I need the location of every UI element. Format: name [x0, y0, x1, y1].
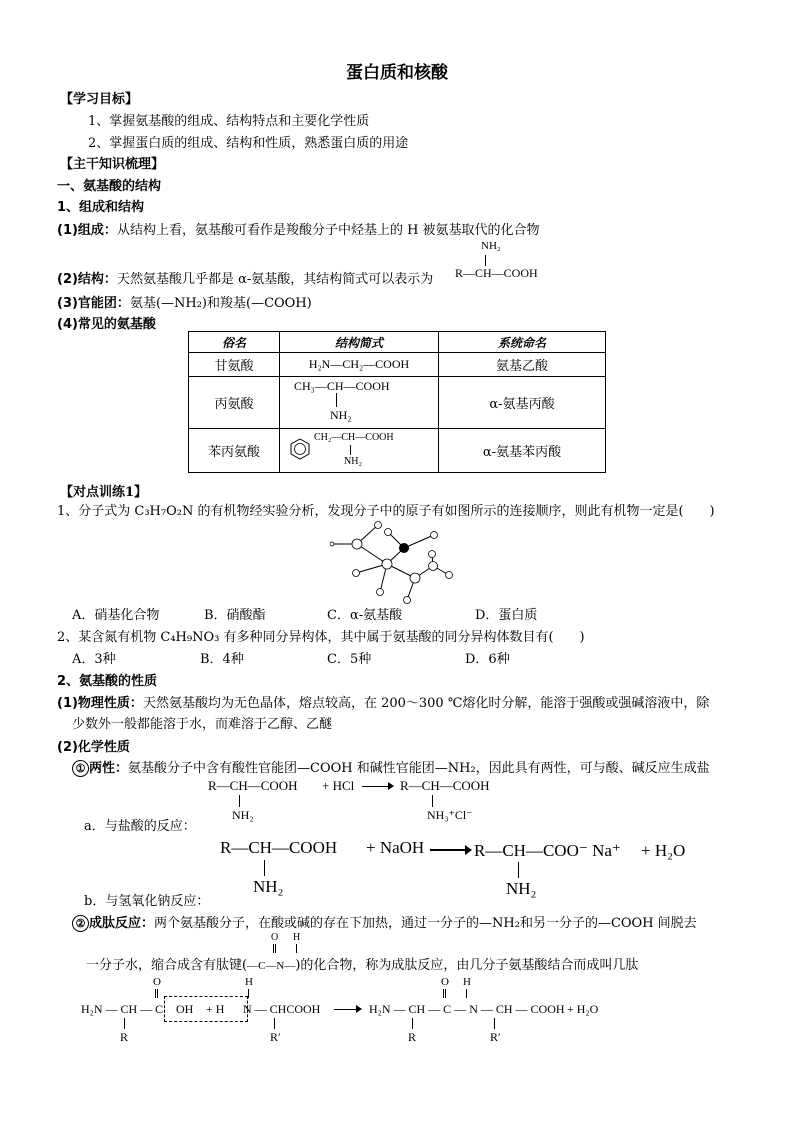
- question-1: 1、分子式为 C₃H₇O₂N 的有机物经实验分析，发现分子中的原子有如图所示的连接顺序，则此有机物一定是( ): [57, 504, 715, 519]
- arrow-icon: [430, 849, 468, 851]
- amphoteric-text: 氨基酸分子中含有酸性官能团—COOH 和碱性官能团—NH₂，因此具有两性，可与酸、碱反应生成盐: [128, 761, 710, 776]
- aa-sysname: α-氨基苯丙酸: [439, 429, 606, 473]
- peptide-line: [72, 912, 697, 932]
- eq-left: H₂N — CH — C: [81, 1002, 164, 1016]
- eq-product-r2: R′: [490, 1030, 501, 1044]
- bond: [264, 860, 265, 876]
- aa-formula: H₂N—CH₂—COOH: [280, 353, 439, 377]
- rxn-a-reagent: + HCl: [322, 778, 355, 793]
- rxn-a-right-sub: NH₃⁺Cl⁻: [427, 808, 473, 822]
- physical-text-2: 少数外一般都能溶于水，而难溶于乙醇、乙醚: [72, 717, 333, 732]
- table-header: 结构简式: [280, 332, 439, 353]
- amphoteric-label: 两性：: [89, 761, 129, 776]
- page-title: 蛋白质和核酸: [346, 63, 448, 83]
- arrow-head-icon: [465, 845, 472, 855]
- physical-text: 天然氨基酸均为无色晶体，熔点较高，在 200～300 ℃熔化时分解，能溶于强酸或强碱溶液中，除: [142, 696, 710, 711]
- q1-option: B．硝酸酯: [204, 608, 266, 623]
- peptide-bond-main: —C—N—: [247, 960, 296, 972]
- practice1-header: 【对点训练1】: [60, 485, 148, 500]
- rxn-b-left: R—CH—COOH: [220, 838, 338, 857]
- rxn-b-right-sub: NH₂: [506, 879, 537, 898]
- section1-sub1: 1、组成和结构: [57, 200, 145, 215]
- eq-r1: R: [120, 1030, 129, 1044]
- aa-name: 甘氨酸: [189, 353, 280, 377]
- eq-water: + H₂O: [567, 1002, 599, 1016]
- eq-oh: OH: [176, 1002, 194, 1016]
- arrow-head-icon: [388, 782, 394, 790]
- struct-main: R—CH—COOH: [455, 266, 538, 280]
- aa-formula-bond: [336, 393, 337, 407]
- aa-sysname: 氨基乙酸: [439, 353, 606, 377]
- peptide-line-2: [86, 954, 638, 973]
- bond: [518, 862, 519, 878]
- circle-number: ②: [72, 915, 89, 932]
- eq-h: H: [245, 976, 253, 988]
- bond: [412, 1018, 413, 1029]
- structure-label: (2)结构：: [57, 272, 117, 287]
- aa-formula-top: CH₃—CH—COOH: [294, 379, 390, 393]
- eq-product: H₂N — CH — C — N — CH — COOH: [369, 1002, 565, 1016]
- table-row: [189, 353, 606, 377]
- aa-name: 丙氨酸: [189, 377, 280, 429]
- q2-option: A．3种: [72, 652, 116, 667]
- bond: [443, 989, 444, 998]
- eq-n-part: N — CHCOOH: [243, 1002, 321, 1016]
- objectives-header: 【学习目标】: [60, 92, 139, 107]
- benzene-ring-icon: [288, 437, 312, 461]
- bond: [273, 944, 274, 953]
- q1-option: D．蛋白质: [475, 608, 538, 623]
- molecule-diagram: [330, 518, 460, 606]
- bond: [494, 1018, 495, 1029]
- bond: [155, 989, 156, 998]
- objective-item: 2、掌握蛋白质的组成、结构和性质，熟悉蛋白质的用途: [88, 136, 409, 151]
- q1-option: A．硝基化合物: [72, 608, 160, 623]
- peptide-bond-h: H: [293, 932, 301, 943]
- objective-item: 1、掌握氨基酸的组成、结构特点和主要化学性质: [88, 114, 370, 129]
- bond: [157, 989, 158, 998]
- rxn-a-right: R—CH—COOH: [400, 778, 490, 793]
- q1-option: C．α-氨基酸: [327, 608, 403, 623]
- aa-formula-bottom: NH₂: [330, 408, 352, 422]
- functional-group-label: (3)官能团：: [57, 296, 130, 311]
- amino-acid-table: [188, 331, 606, 473]
- peptide-text-2b: )的化合物，称为成肽反应，由几分子氨基酸结合而成叫几肽: [295, 958, 639, 973]
- chemical-label: (2)化学性质: [57, 740, 130, 755]
- eq-product-r1: R: [408, 1030, 417, 1044]
- aa-formula: [280, 429, 439, 473]
- knowledge-header: 【主干知识梳理】: [60, 157, 165, 172]
- rxn-a-label: a．与盐酸的反应：: [84, 819, 196, 834]
- eq-product-o: O: [441, 976, 449, 988]
- rxn-b-water: + H₂O: [641, 841, 686, 860]
- peptide-label: 成肽反应：: [89, 916, 155, 931]
- table-row: [189, 377, 606, 429]
- bond: [466, 989, 467, 998]
- struct-bond: [485, 255, 486, 266]
- rxn-b-right: R—CH—COO⁻ Na⁺: [474, 841, 621, 860]
- aa-formula: [280, 377, 439, 429]
- bond: [124, 1018, 125, 1029]
- bond: [275, 944, 276, 953]
- q2-option: C．5种: [327, 652, 372, 667]
- bond: [274, 1018, 275, 1029]
- physical-properties: [57, 692, 709, 711]
- physical-label: (1)物理性质：: [57, 696, 143, 711]
- functional-group-line: [57, 292, 312, 311]
- section2-title: 2、氨基酸的性质: [57, 674, 158, 689]
- peptide-text-2a: 一分子水，缩合成含有肽键(: [86, 958, 248, 973]
- struct-top: NH₂: [481, 240, 501, 252]
- eq-product-h: H: [463, 976, 471, 988]
- aa-formula-top: CH₂—CH—COOH: [314, 432, 394, 443]
- amphoteric-line: [72, 757, 710, 777]
- aa-name: 苯丙氨酸: [189, 429, 280, 473]
- common-aa-label: (4)常见的氨基酸: [57, 317, 156, 332]
- rxn-a-left: R—CH—COOH: [208, 778, 298, 793]
- aa-formula-bottom: NH₂: [344, 456, 362, 467]
- circle-number: ①: [72, 760, 89, 777]
- table-header: 系统命名: [439, 332, 606, 353]
- eq-plus-h: + H: [206, 1002, 225, 1016]
- question-2: 2、某含氮有机物 C₄H₉NO₃ 有多种同分异构体，其中属于氨基酸的同分异构体数目有( ): [57, 630, 585, 645]
- rxn-a-left-sub: NH₂: [232, 808, 254, 822]
- aa-sysname: α-氨基丙酸: [439, 377, 606, 429]
- composition-label: (1)组成：: [57, 223, 117, 238]
- eq-r2: R′: [270, 1030, 281, 1044]
- bond: [239, 795, 240, 807]
- table-header-row: [189, 332, 606, 353]
- q2-option: D．6种: [465, 652, 510, 667]
- eq-o: O: [153, 976, 161, 988]
- rxn-b-reagent: + NaOH: [366, 838, 425, 857]
- peptide-text: 两个氨基酸分子，在酸或碱的存在下加热，通过一分子的—NH₂和另一分子的—COOH 间脱去: [154, 916, 697, 931]
- aa-formula-bond: [350, 445, 351, 455]
- composition-line: [57, 219, 540, 238]
- structure-line: [57, 268, 433, 287]
- table-header: 俗名: [189, 332, 280, 353]
- rxn-b-left-sub: NH₂: [253, 877, 284, 896]
- composition-text: 从结构上看，氨基酸可看作是羧酸分子中烃基上的 H 被氨基取代的化合物: [116, 223, 540, 238]
- bond: [445, 989, 446, 998]
- rxn-b-label: b．与氢氧化钠反应：: [84, 894, 210, 909]
- functional-group-text: 氨基(—NH₂)和羧基(—COOH): [129, 296, 312, 311]
- bond: [248, 989, 249, 998]
- bond: [432, 795, 433, 807]
- peptide-bond-o: O: [271, 932, 279, 943]
- q2-option: B．4种: [200, 652, 244, 667]
- section1-title: 一、氨基酸的结构: [57, 179, 162, 194]
- bond: [296, 944, 297, 953]
- table-row: [189, 429, 606, 473]
- arrow-head-icon: [356, 1005, 362, 1013]
- structure-text: 天然氨基酸几乎都是 α-氨基酸，其结构简式可以表示为: [116, 272, 434, 287]
